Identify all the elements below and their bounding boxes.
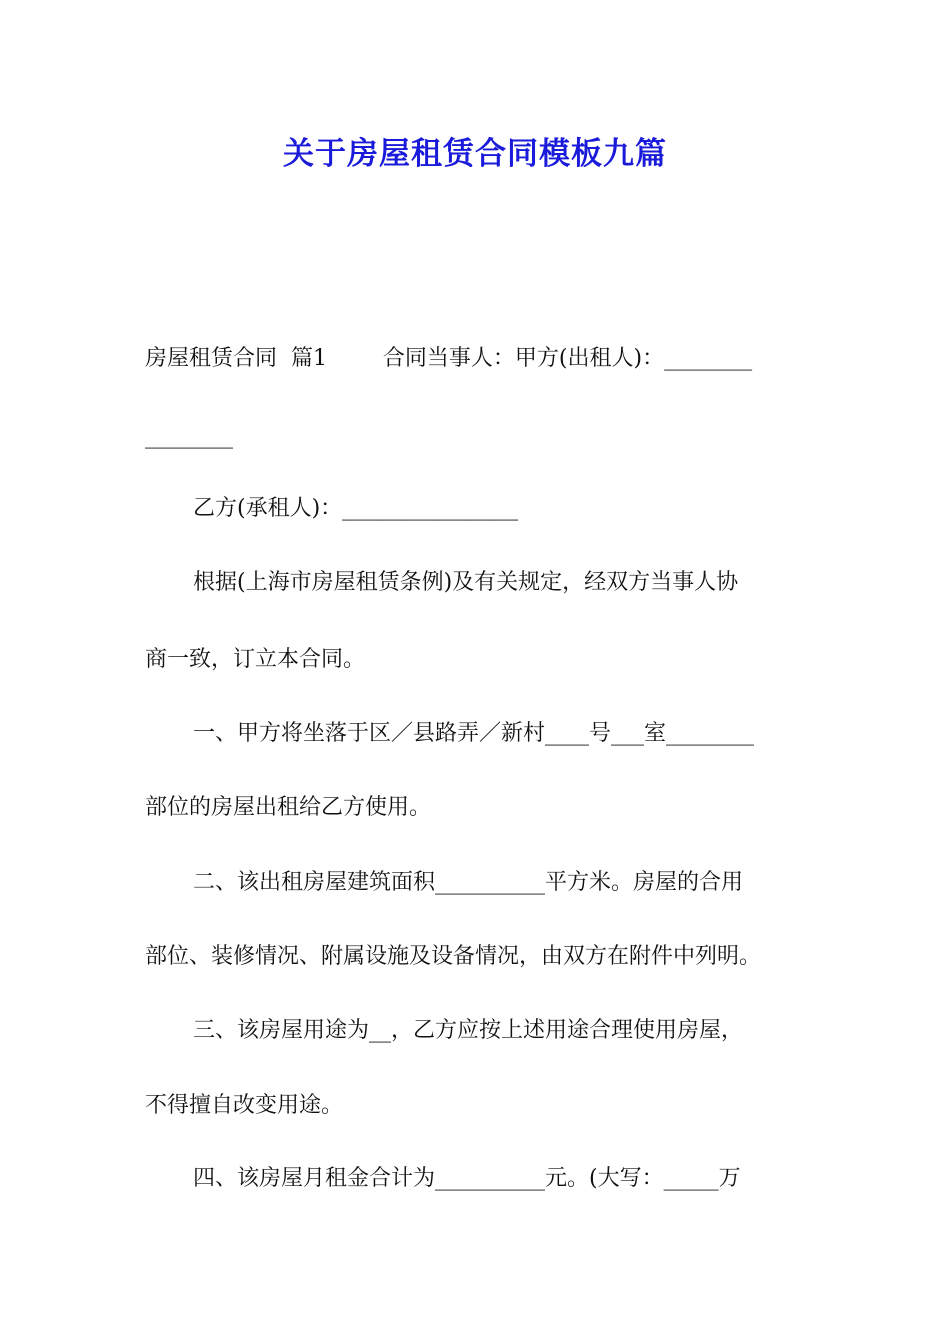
clause-1-line-1: 一、甲方将坐落于区／县路弄／新村____号___室________ — [193, 721, 755, 746]
paragraph-basis-line-1: 根据(上海市房屋租赁条例)及有关规定，经双方当事人协 — [193, 570, 739, 595]
contract-line-1: 房屋租赁合同 篇1 合同当事人：甲方(出租人)：________ — [145, 346, 753, 371]
paragraph-basis-line-2: 商一致，订立本合同。 — [145, 647, 366, 672]
clause-4-line-1: 四、该房屋月租金合计为__________元。(大写：_____万 — [193, 1166, 741, 1191]
clause-1-line-2: 部位的房屋出租给乙方使用。 — [145, 795, 432, 820]
contract-line-2: ________ — [145, 424, 233, 449]
clause-3-line-1: 三、该房屋用途为__，乙方应按上述用途合理使用房屋， — [193, 1018, 744, 1043]
party-b-line: 乙方(承租人)：________________ — [193, 496, 519, 521]
clause-2-line-1: 二、该出租房屋建筑面积__________平方米。房屋的合用 — [193, 870, 744, 895]
document-title: 关于房屋租赁合同模板九篇 — [283, 136, 667, 172]
clause-3-line-2: 不得擅自改变用途。 — [145, 1093, 344, 1118]
clause-2-line-2: 部位、装修情况、附属设施及设备情况，由双方在附件中列明。 — [145, 944, 762, 969]
